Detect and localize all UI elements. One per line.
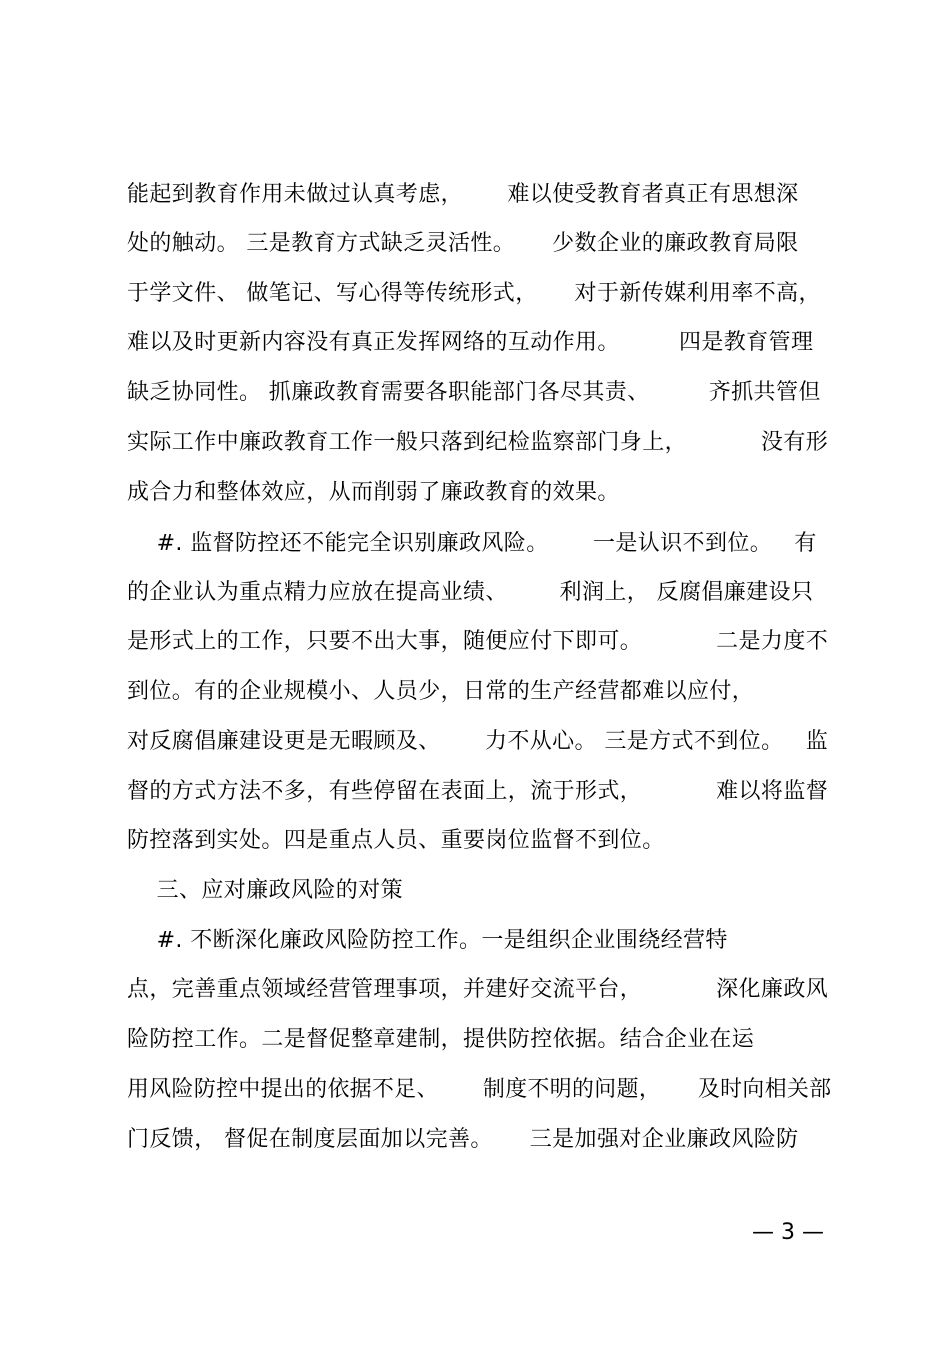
text-line: #. 不断深化廉政风险防控工作。一是组织企业围绕经营特	[127, 928, 728, 953]
text-line: 对反腐倡廉建设更是无暇顾及、 力不从心。 三是方式不到位。 监	[127, 729, 829, 754]
text-line: 的企业认为重点精力应放在提高业绩、 利润上， 反腐倡廉建设只	[127, 580, 814, 605]
section-heading: 三、应对廉政风险的对策	[127, 878, 403, 903]
text-line: 险防控工作。二是督促整章建制，提供防控依据。结合企业在运	[127, 1027, 755, 1052]
text-line: 用风险防控中提出的依据不足、 制度不明的问题， 及时向相关部	[127, 1077, 832, 1102]
text-line: 门反馈， 督促在制度层面加以完善。 三是加强对企业廉政风险防	[127, 1127, 799, 1152]
text-line: 成合力和整体效应，从而削弱了廉政教育的效果。	[127, 480, 620, 505]
page-number: — 3 —	[752, 1220, 824, 1245]
text-line: 于学文件、 做笔记、写心得等传统形式， 对于新传媒利用率不高，	[127, 281, 821, 306]
text-line: 督的方式方法不多，有些停留在表面上，流于形式， 难以将监督	[127, 779, 829, 804]
text-line: 是形式上的工作，只要不出大事，随便应付下即可。 二是力度不	[127, 629, 829, 654]
text-line: 防控落到实处。四是重点人员、重要岗位监督不到位。	[127, 828, 665, 853]
text-line: 处的触动。 三是教育方式缺乏灵活性。 少数企业的廉政教育局限	[127, 231, 799, 256]
text-line: 实际工作中廉政教育工作一般只落到纪检监察部门身上， 没有形	[127, 430, 829, 455]
text-line: 难以及时更新内容没有真正发挥网络的互动作用。 四是教育管理	[127, 330, 814, 355]
text-line: 能起到教育作用未做过认真考虑， 难以使受教育者真正有思想深	[127, 182, 799, 207]
text-line: 缺乏协同性。 抓廉政教育需要各职能部门各尽其责、 齐抓共管但	[127, 380, 821, 405]
text-line: 到位。有的企业规模小、人员少，日常的生产经营都难以应付，	[127, 679, 755, 704]
text-line: #. 监督防控还不能完全识别廉政风险。 一是认识不到位。 有	[127, 531, 817, 556]
text-line: 点，完善重点领域经营管理事项，并建好交流平台， 深化廉政风	[127, 977, 829, 1002]
